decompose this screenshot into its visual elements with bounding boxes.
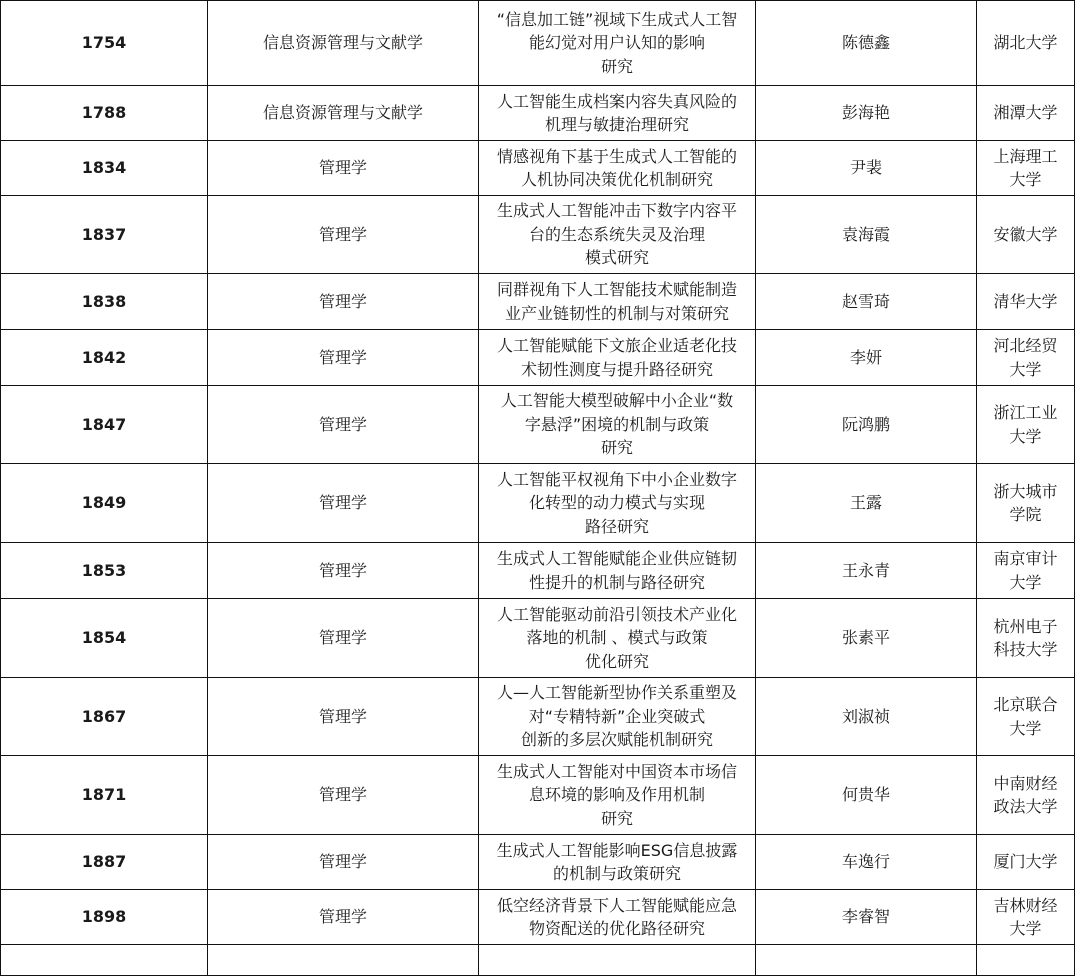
project-title-line: 字悬浮”困境的机制与政策 [524, 414, 710, 434]
project-title-cell [479, 890, 756, 945]
applicant-name-cell: 阮鸿鹏 [756, 386, 977, 464]
subject-cell: 管理学 [208, 890, 479, 945]
institution-line: 湖北大学 [993, 33, 1058, 53]
institution-line: 杭州电子 [993, 616, 1058, 636]
project-id-cell: 1788 [1, 86, 208, 141]
table-row [1, 678, 1075, 756]
subject-cell: 管理学 [208, 386, 479, 464]
applicant-name-cell: 王永青 [756, 543, 977, 599]
subject-cell: 管理学 [208, 330, 479, 386]
institution-cell [977, 86, 1075, 141]
table-row [1, 890, 1075, 945]
institution-cell [977, 330, 1075, 386]
project-title-line: 人工智能驱动前沿引领技术产业化 [496, 604, 737, 624]
institution-cell [977, 756, 1075, 835]
project-title-line: 对“专精特新”企业突破式 [528, 706, 706, 726]
institution-line: 上海理工 [993, 146, 1058, 166]
project-id-cell: 1887 [1, 835, 208, 890]
project-id-cell: 1754 [1, 1, 208, 86]
empty-cell [977, 945, 1075, 976]
subject-cell: 管理学 [208, 464, 479, 543]
institution-line: 大学 [1009, 170, 1042, 189]
applicant-name-cell: 何贵华 [756, 756, 977, 835]
project-title-line: 术韧性测度与提升路径研究 [520, 359, 713, 379]
institution-line: 大学 [1009, 919, 1042, 938]
project-id-cell: 1849 [1, 464, 208, 543]
institution-line: 吉林财经 [993, 895, 1058, 915]
project-table-body [1, 1, 1075, 976]
subject-cell: 管理学 [208, 543, 479, 599]
subject-cell: 管理学 [208, 678, 479, 756]
institution-cell [977, 599, 1075, 678]
applicant-name-cell: 陈德鑫 [756, 1, 977, 86]
table-row [1, 86, 1075, 141]
project-id-cell: 1842 [1, 330, 208, 386]
project-title-cell [479, 464, 756, 543]
project-title-line: 同群视角下人工智能技术赋能制造 [496, 280, 737, 299]
applicant-name-cell: 刘淑祯 [756, 678, 977, 756]
table-row [1, 274, 1075, 330]
institution-line: 科技大学 [993, 640, 1058, 659]
applicant-name-cell: 尹裴 [756, 141, 977, 196]
project-title-line: 人工智能大模型破解中小企业“数 [500, 391, 734, 411]
project-title-line: 人工智能平权视角下中小企业数字 [496, 469, 737, 489]
project-id-cell: 1837 [1, 196, 208, 274]
applicant-name-cell: 王露 [756, 464, 977, 543]
project-title-cell [479, 330, 756, 386]
project-title-line: 人工智能赋能下文旅企业适老化技 [496, 336, 737, 355]
project-title-line: 优化研究 [584, 651, 649, 671]
subject-cell: 信息资源管理与文献学 [208, 86, 479, 141]
project-title-line: 研究 [600, 438, 633, 458]
institution-cell [977, 835, 1075, 890]
table-row [1, 141, 1075, 196]
empty-cell [479, 945, 756, 976]
table-row [1, 599, 1075, 678]
project-title-line: 模式研究 [584, 248, 649, 268]
empty-cell [208, 945, 479, 976]
project-id-cell: 1867 [1, 678, 208, 756]
table-row [1, 945, 1075, 976]
project-title-line: 生成式人工智能冲击下数字内容平 [496, 201, 737, 221]
project-title-line: 人工智能生成档案内容失真风险的 [496, 91, 737, 111]
project-title-line: 情感视角下基于生成式人工智能的 [496, 146, 737, 166]
applicant-name-cell: 彭海艳 [756, 86, 977, 141]
institution-cell [977, 890, 1075, 945]
project-title-cell [479, 543, 756, 599]
institution-line: 浙江工业 [993, 403, 1058, 422]
institution-cell [977, 386, 1075, 464]
institution-line: 浙大城市 [993, 481, 1058, 501]
applicant-name-cell: 袁海霞 [756, 196, 977, 274]
table-row [1, 386, 1075, 464]
project-title-line: 生成式人工智能影响ESG信息披露 [496, 840, 738, 860]
project-title-cell [479, 274, 756, 330]
project-title-line: 化转型的动力模式与实现 [528, 493, 705, 513]
institution-line: 厦门大学 [993, 852, 1058, 872]
project-title-line: 性提升的机制与路径研究 [528, 572, 705, 592]
project-id-cell: 1898 [1, 890, 208, 945]
table-row [1, 464, 1075, 543]
institution-line: 大学 [1009, 359, 1042, 379]
project-title-line: 业产业链韧性的机制与对策研究 [504, 303, 729, 323]
project-title-line: 机理与敏捷治理研究 [544, 115, 689, 134]
project-title-line: 研究 [600, 56, 633, 76]
table-row [1, 196, 1075, 274]
project-title-line: 物资配送的优化路径研究 [528, 919, 705, 938]
table-row [1, 756, 1075, 835]
project-title-line: 能幻觉对用户认知的影响 [528, 33, 705, 53]
project-title-line: 息环境的影响及作用机制 [528, 785, 705, 805]
subject-cell: 管理学 [208, 274, 479, 330]
applicant-name-cell: 李妍 [756, 330, 977, 386]
applicant-name-cell: 李睿智 [756, 890, 977, 945]
table-row [1, 330, 1075, 386]
project-id-cell: 1834 [1, 141, 208, 196]
institution-line: 大学 [1009, 718, 1042, 738]
institution-line: 大学 [1009, 426, 1042, 446]
institution-line: 湘潭大学 [993, 103, 1058, 123]
project-title-line: 生成式人工智能对中国资本市场信 [496, 761, 737, 781]
applicant-name-cell: 赵雪琦 [756, 274, 977, 330]
institution-line: 河北经贸 [993, 336, 1058, 355]
project-title-line: 的机制与政策研究 [552, 864, 681, 883]
institution-line: 政法大学 [993, 797, 1058, 816]
applicant-name-cell: 车逸行 [756, 835, 977, 890]
institution-cell [977, 464, 1075, 543]
project-id-cell: 1854 [1, 599, 208, 678]
institution-line: 中南财经 [993, 773, 1058, 793]
project-title-line: 研究 [600, 808, 633, 828]
project-title-cell [479, 1, 756, 86]
project-title-line: “信息加工链”视域下生成式人工智 [496, 9, 738, 29]
institution-cell [977, 196, 1075, 274]
empty-cell [756, 945, 977, 976]
institution-cell [977, 1, 1075, 86]
institution-line: 安徽大学 [993, 224, 1058, 244]
project-title-cell [479, 835, 756, 890]
institution-cell [977, 274, 1075, 330]
institution-cell [977, 543, 1075, 599]
project-title-cell [479, 756, 756, 835]
project-id-cell: 1871 [1, 756, 208, 835]
institution-line: 清华大学 [993, 291, 1058, 311]
project-title-line: 人—人工智能新型协作关系重塑及 [496, 683, 737, 703]
project-title-cell [479, 386, 756, 464]
institution-cell [977, 678, 1075, 756]
project-title-line: 落地的机制 、模式与政策 [526, 628, 708, 648]
project-title-cell [479, 599, 756, 678]
project-title-line: 人机协同决策优化机制研究 [520, 170, 713, 189]
project-id-cell: 1853 [1, 543, 208, 599]
project-title-cell [479, 196, 756, 274]
project-title-line: 低空经济背景下人工智能赋能应急 [496, 895, 737, 915]
project-title-line: 创新的多层次赋能机制研究 [520, 730, 713, 750]
applicant-name-cell: 张素平 [756, 599, 977, 678]
subject-cell: 管理学 [208, 835, 479, 890]
project-title-cell [479, 678, 756, 756]
institution-cell [977, 141, 1075, 196]
institution-line: 南京审计 [993, 549, 1058, 568]
project-id-cell: 1838 [1, 274, 208, 330]
project-id-cell: 1847 [1, 386, 208, 464]
empty-cell [1, 945, 208, 976]
project-title-line: 台的生态系统失灵及治理 [528, 224, 705, 244]
subject-cell: 管理学 [208, 599, 479, 678]
table-row [1, 1, 1075, 86]
institution-line: 北京联合 [993, 695, 1058, 714]
subject-cell: 管理学 [208, 756, 479, 835]
subject-cell: 管理学 [208, 141, 479, 196]
table-row [1, 835, 1075, 890]
project-title-line: 路径研究 [584, 516, 649, 536]
project-title-cell [479, 141, 756, 196]
project-title-cell [479, 86, 756, 141]
project-title-line: 生成式人工智能赋能企业供应链韧 [496, 549, 737, 568]
subject-cell: 管理学 [208, 196, 479, 274]
institution-line: 大学 [1009, 572, 1042, 592]
institution-line: 学院 [1009, 505, 1042, 524]
table-row [1, 543, 1075, 599]
subject-cell: 信息资源管理与文献学 [208, 1, 479, 86]
